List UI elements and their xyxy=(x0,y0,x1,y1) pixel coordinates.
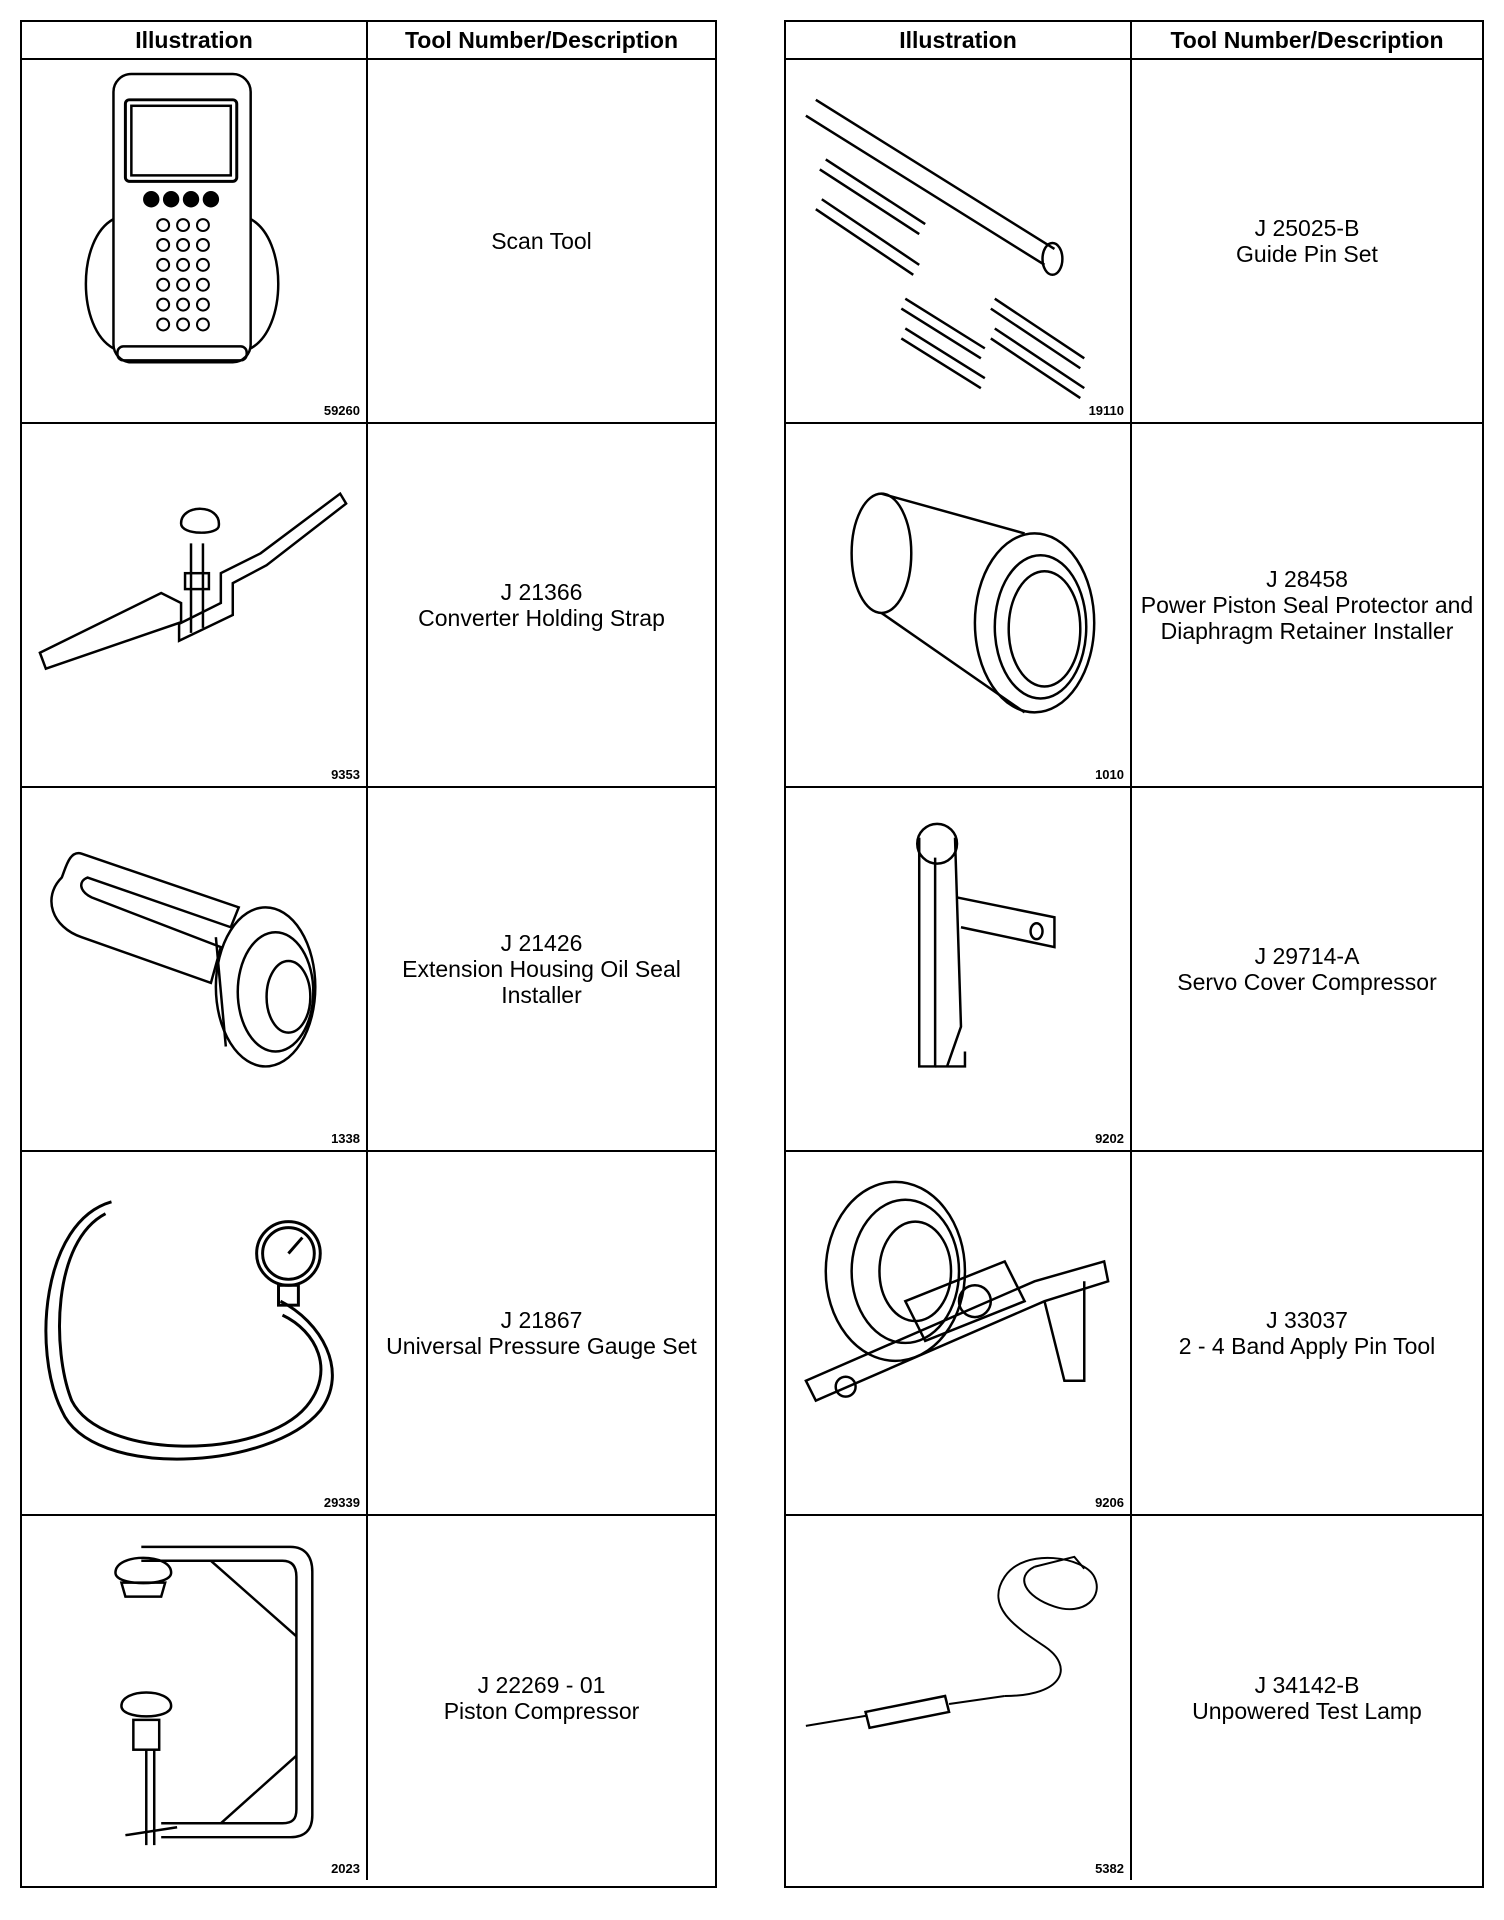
table-row xyxy=(22,1516,715,1880)
tool-description xyxy=(1132,788,1482,1150)
tool-number: J 21867 xyxy=(500,1307,583,1333)
tool-number: J 28458 xyxy=(1266,566,1348,592)
tool-name: 2 - 4 Band Apply Pin Tool xyxy=(1178,1333,1436,1359)
table-row xyxy=(22,60,715,424)
seal-protector-icon xyxy=(786,424,1130,786)
tool-name: Scan Tool xyxy=(491,228,592,254)
seal-installer-icon xyxy=(22,788,366,1150)
tool-name: Converter Holding Strap xyxy=(418,605,665,631)
tool-description xyxy=(368,1152,715,1514)
tools-table-left xyxy=(20,20,717,1888)
illustration-cell xyxy=(786,1152,1132,1514)
table-row xyxy=(786,424,1482,788)
tool-description xyxy=(368,60,715,422)
test-lamp-icon xyxy=(786,1516,1130,1880)
table-row xyxy=(786,60,1482,424)
figure-number: 9206 xyxy=(1095,1495,1124,1510)
tool-name: Unpowered Test Lamp xyxy=(1192,1698,1422,1724)
guide-pin-set-icon xyxy=(786,60,1130,422)
tool-name: Guide Pin Set xyxy=(1236,241,1378,267)
tool-description xyxy=(1132,60,1482,422)
tool-number: J 22269 - 01 xyxy=(477,1672,606,1698)
tool-description xyxy=(368,424,715,786)
tool-name: Power Piston Seal Protector and Diaphragm Retainer Installer xyxy=(1140,592,1474,644)
illustration-cell xyxy=(786,60,1132,422)
illustration-cell xyxy=(786,1516,1132,1880)
figure-number: 29339 xyxy=(323,1495,360,1510)
band-apply-pin-tool-icon xyxy=(786,1152,1130,1514)
servo-compressor-icon xyxy=(786,788,1130,1150)
holding-strap-icon xyxy=(22,424,366,786)
tools-table-right xyxy=(784,20,1484,1888)
figure-number: 9353 xyxy=(331,767,360,782)
tool-description xyxy=(1132,424,1482,786)
table-row xyxy=(22,1152,715,1516)
illustration-cell xyxy=(22,1152,368,1514)
table-row xyxy=(786,788,1482,1152)
table-row xyxy=(786,1152,1482,1516)
illustration-cell xyxy=(22,1516,368,1880)
table-header xyxy=(22,22,715,60)
table-row xyxy=(22,424,715,788)
illustration-cell xyxy=(786,424,1132,786)
tool-description xyxy=(1132,1516,1482,1880)
figure-number: 2023 xyxy=(331,1861,360,1876)
tool-number: J 25025-B xyxy=(1254,215,1360,241)
header-tool-description: Tool Number/Description xyxy=(404,26,679,53)
header-tool-description: Tool Number/Description xyxy=(1170,26,1444,53)
figure-number: 9202 xyxy=(1095,1131,1124,1146)
illustration-cell xyxy=(786,788,1132,1150)
tool-name: Universal Pressure Gauge Set xyxy=(386,1333,697,1359)
figure-number: 1010 xyxy=(1095,767,1124,782)
tool-number: J 29714-A xyxy=(1254,943,1360,969)
figure-number: 5382 xyxy=(1095,1861,1124,1876)
tool-number: J 34142-B xyxy=(1254,1672,1360,1698)
figure-number: 19110 xyxy=(1088,403,1124,418)
figure-number: 1338 xyxy=(331,1131,360,1146)
tool-number: J 21426 xyxy=(500,930,583,956)
header-illustration: Illustration xyxy=(22,22,368,58)
tool-description xyxy=(1132,1152,1482,1514)
illustration-cell xyxy=(22,424,368,786)
tool-name: Piston Compressor xyxy=(443,1698,640,1724)
table-row xyxy=(786,1516,1482,1880)
tool-number: J 21366 xyxy=(500,579,583,605)
tool-name: Servo Cover Compressor xyxy=(1177,969,1437,995)
table-header xyxy=(786,22,1482,60)
pressure-gauge-icon xyxy=(22,1152,366,1514)
figure-number: 59260 xyxy=(323,403,360,418)
illustration-cell xyxy=(22,788,368,1150)
scan-tool-icon xyxy=(22,60,366,422)
tool-number: J 33037 xyxy=(1266,1307,1348,1333)
header-illustration: Illustration xyxy=(786,22,1132,58)
piston-compressor-icon xyxy=(22,1516,366,1880)
tool-description xyxy=(368,1516,715,1880)
tool-name: Extension Housing Oil Seal Installer xyxy=(402,956,681,1008)
table-row xyxy=(22,788,715,1152)
tool-description xyxy=(368,788,715,1150)
illustration-cell xyxy=(22,60,368,422)
